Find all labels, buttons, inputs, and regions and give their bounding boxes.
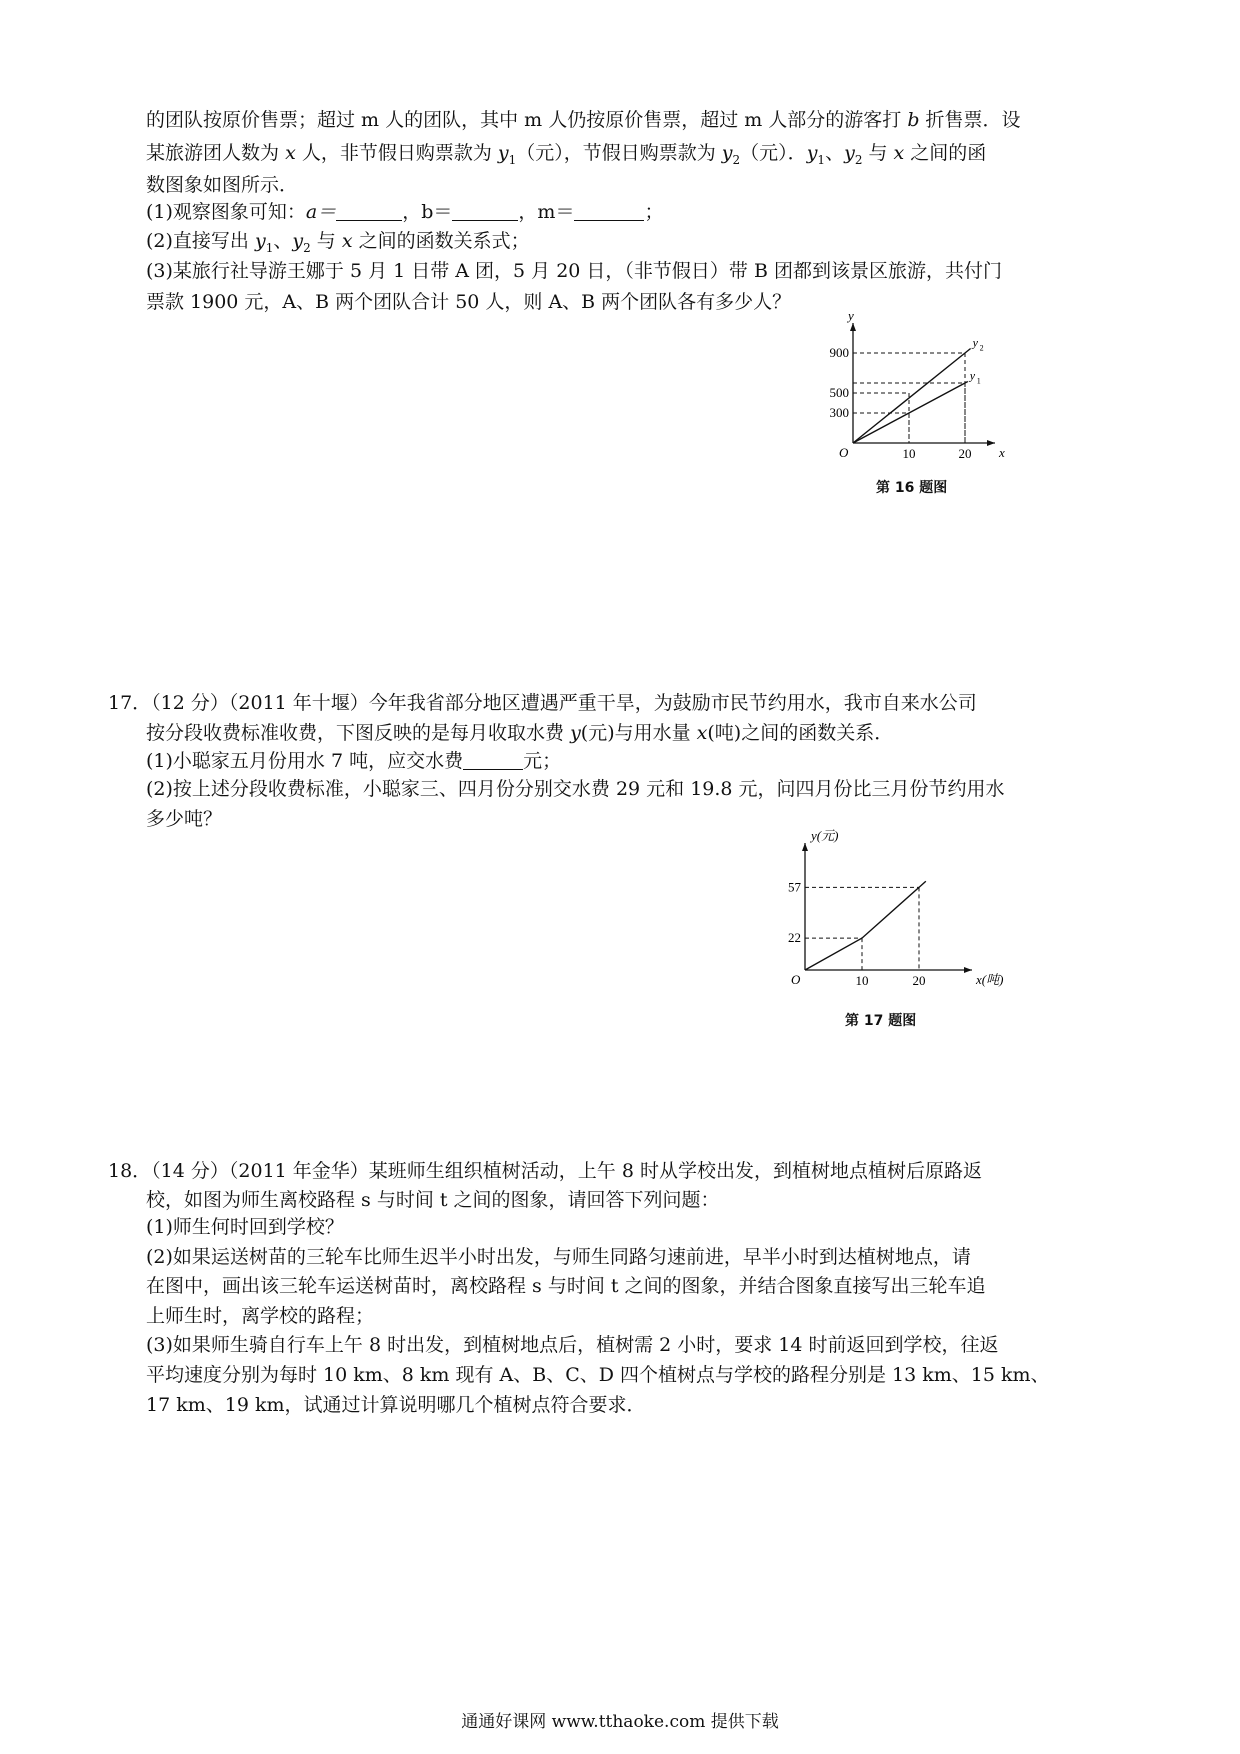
x-axis-arrow (964, 967, 972, 973)
figure-16-chart (820, 308, 1020, 475)
q17-part1: (1)小聪家五月份用水 7 吨，应交水费 元； (146, 750, 562, 772)
y-tick-label: 500 (829, 385, 849, 400)
q17-part2-line1: (2)按上述分段收费标准，小聪家三、四月份分别交水费 29 元和 19.8 元，问四月份比三月份节约用水 (146, 778, 1005, 800)
series-label-sub-y2: 2 (979, 343, 984, 353)
answer-blank-m[interactable] (574, 202, 644, 221)
q18-part2-line1: (2)如果运送树苗的三轮车比师生迟半小时出发，与师生同路匀速前进，早半小时到达植树地点，请 (146, 1246, 971, 1268)
series-label-sub-y1: 1 (976, 376, 981, 386)
answer-blank-a[interactable] (336, 202, 402, 221)
q18-part3-line1: (3)如果师生骑自行车上午 8 时出发，到植树地点后，植树需 2 小时，要求 14 时前返回到学校，往返 (146, 1334, 999, 1356)
q16-part3-line1: (3)某旅行社导游王娜于 5 月 1 日带 A 团，5 月 20 日，（非节假日）带 B 团都到该景区旅游，共付门 (146, 260, 1002, 282)
q18-line-2: 校，如图为师生离校路程 s 与时间 t 之间的图象，请回答下列问题： (146, 1189, 720, 1211)
origin-label: O (839, 445, 849, 460)
x-tick-label: 20 (912, 973, 926, 988)
series-line-y1 (853, 382, 968, 444)
series-label-y1: y (969, 368, 976, 383)
y-axis-arrow (850, 323, 856, 331)
y-axis-label: y(元) (811, 828, 839, 843)
q17-line-2: 按分段收费标准收费，下图反映的是每月收取水费 y(元)与用水量 x(吨)之间的函数关系． (146, 722, 894, 744)
x-tick-label: 20 (958, 446, 972, 461)
x-axis-label: x (999, 445, 1005, 460)
q16-part1: (1)观察图象可知：a＝ ，b＝ ，m＝ ； (146, 201, 664, 223)
x-axis-arrow (987, 440, 995, 446)
x-axis-label: x(吨) (976, 972, 1004, 987)
q18-part3-line3: 17 km、19 km，试通过计算说明哪几个植树点符合要求． (146, 1394, 646, 1416)
q16-line-2: 某旅游团人数为 x 人，非节假日购票款为 $y_1$（元），节假日购票款为 $y_2$（元）．$y_1$、$y_2$ 与 x 之间的函 (146, 142, 987, 167)
answer-blank-fee[interactable] (463, 751, 523, 770)
y-axis-label: y (848, 308, 854, 323)
x-tick-label: 10 (902, 446, 916, 461)
series-line-y2 (853, 349, 971, 444)
x-tick-label: 10 (855, 973, 869, 988)
q18-part1: (1)师生何时回到学校？ (146, 1216, 344, 1238)
q16-part2: (2)直接写出 $y_1$、$y_2$ 与 x 之间的函数关系式； (146, 230, 530, 255)
q18-part2-line2: 在图中，画出该三轮车运送树苗时，离校路程 s 与时间 t 之间的图象，并结合图象直接写出三轮车追 (146, 1275, 986, 1297)
page-footer: 通通好课网 www.tthaoke.com 提供下载 (461, 1712, 779, 1732)
q16-line-3: 数图象如图所示． (146, 174, 299, 196)
q16-part3-line2: 票款 1900 元，A、B 两个团队合计 50 人，则 A、B 两个团队各有多少人？ (146, 291, 792, 313)
q18-part3-line2: 平均速度分别为每时 10 km、8 km 现有 A、B、C、D 四个植树点与学校的路程分别是 13 km、15 km、 (146, 1364, 1050, 1386)
y-tick-label: 57 (788, 879, 801, 895)
figure-17-chart (780, 828, 1010, 1000)
q17-part2-line2: 多少吨？ (146, 808, 223, 830)
series-label-y2: y (972, 335, 978, 350)
figure-16-caption: 第 16 题图 (876, 480, 948, 496)
q17-line-1: 17．（12 分）（2011 年十堰）今年我省部分地区遭遇严重干旱，为鼓励市民节约用水，我市自来水公司 (108, 692, 977, 714)
q16-line-1: 的团队按原价售票；超过 m 人的团队，其中 m 人仍按原价售票，超过 m 人部分的游客打 b 折售票．设 (146, 109, 1021, 131)
figure-17-caption: 第 17 题图 (845, 1013, 917, 1029)
answer-blank-b[interactable] (452, 202, 518, 221)
y-axis-arrow (802, 843, 808, 851)
q18-part2-line3: 上师生时，离学校的路程； (146, 1305, 375, 1327)
origin-label: O (791, 972, 801, 987)
series-line (805, 881, 926, 970)
y-tick-label: 900 (829, 345, 849, 360)
q18-line-1: 18．（14 分）（2011 年金华）某班师生组织植树活动，上午 8 时从学校出发，到植树地点植树后原路返 (108, 1160, 982, 1182)
y-tick-label: 300 (829, 405, 849, 420)
y-tick-label: 22 (788, 930, 801, 946)
